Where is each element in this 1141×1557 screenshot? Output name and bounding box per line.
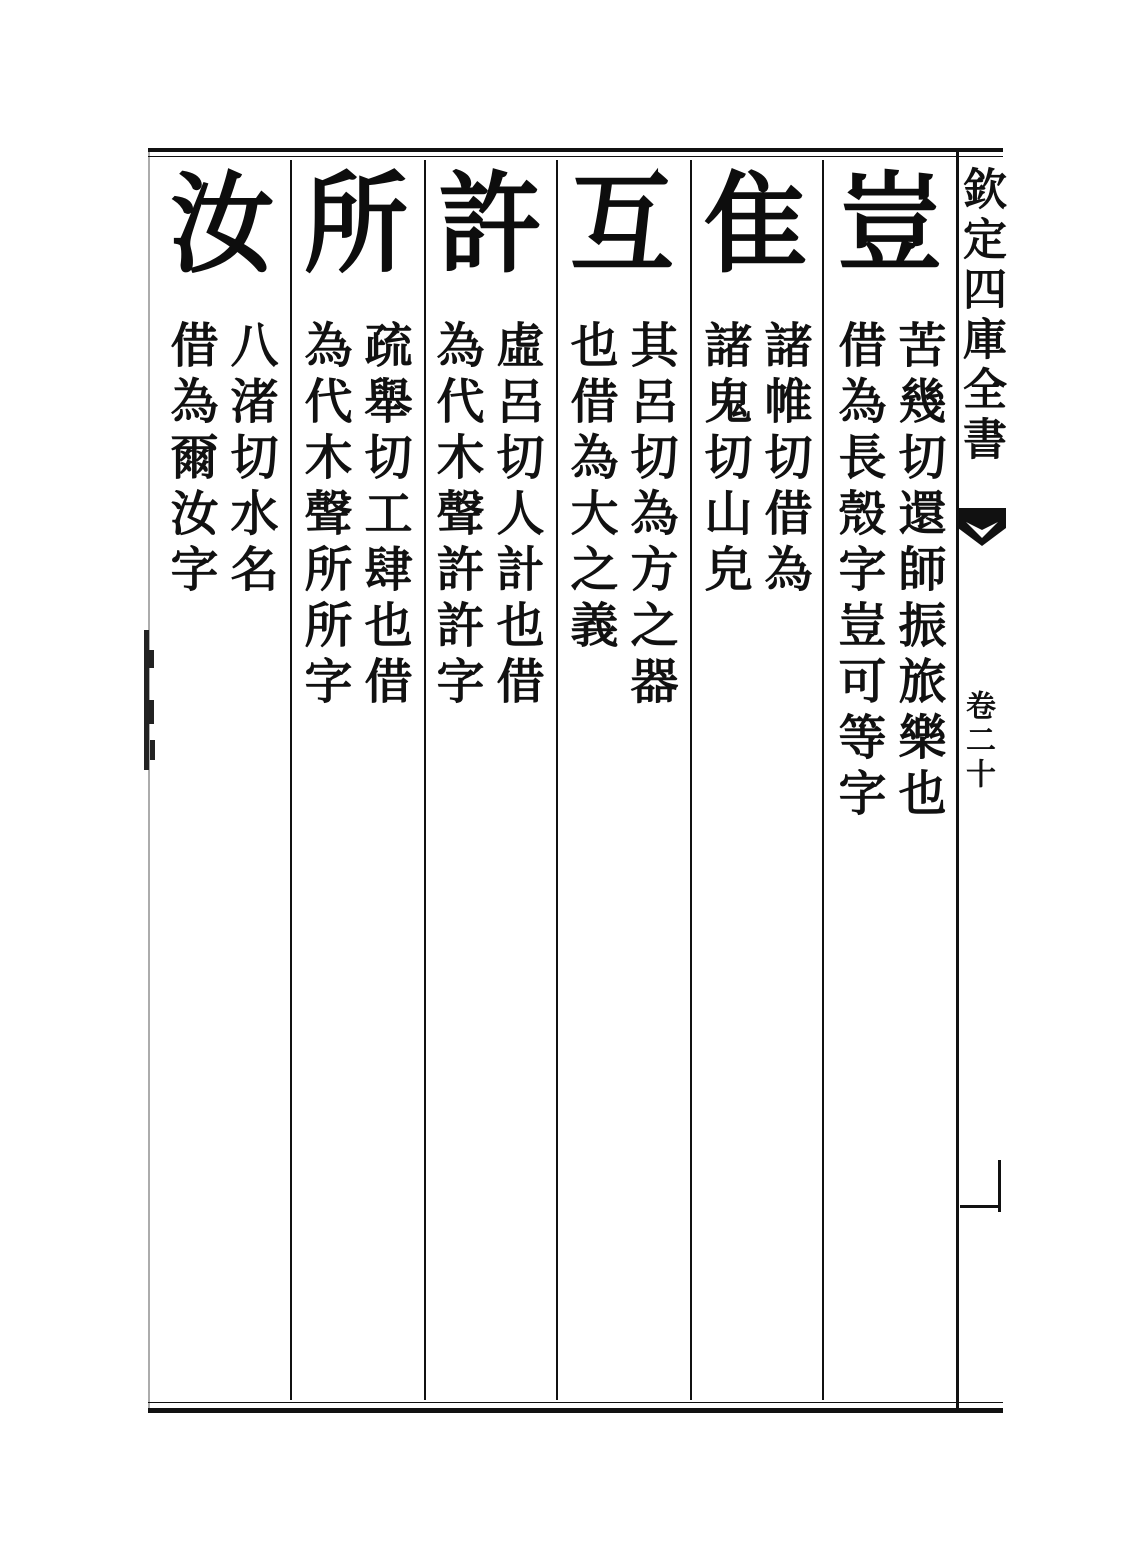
margin-lower-mark xyxy=(960,1205,1000,1208)
gloss-line: 諸鬼切山皃 xyxy=(696,320,752,600)
top-border-rule-thin xyxy=(148,156,1003,157)
seal-character: 隹 xyxy=(703,158,808,289)
gloss-line: 其呂切為方之器 xyxy=(622,320,678,712)
column-divider xyxy=(556,160,558,1400)
bottom-border-rule-thin xyxy=(148,1402,1003,1403)
gloss-line: 借為長殼字豈可等字 xyxy=(830,320,886,824)
seal-character: 所 xyxy=(303,158,408,289)
gloss-line: 八渚切水名 xyxy=(222,320,278,600)
gloss-line: 虛呂切人計也借 xyxy=(488,320,544,712)
bottom-border-rule xyxy=(148,1408,1003,1413)
margin-lower-mark xyxy=(998,1160,1001,1212)
column-divider xyxy=(424,160,426,1400)
gloss-line: 為代木聲許許字 xyxy=(428,320,484,712)
top-border-rule xyxy=(148,148,1003,152)
left-border-rule xyxy=(148,148,150,1410)
column-divider xyxy=(690,160,692,1400)
seal-character: 汝 xyxy=(169,158,274,289)
gloss-line: 苦幾切還師振旅樂也 xyxy=(890,320,946,824)
column-divider xyxy=(290,160,292,1400)
seal-character: 豈 xyxy=(837,158,942,289)
seal-character: 許 xyxy=(437,158,542,289)
seal-character: 互 xyxy=(569,158,674,289)
gloss-line: 借為爾汝字 xyxy=(162,320,218,600)
gloss-line: 疏舉切工肆也借 xyxy=(356,320,412,712)
fishtail-mark-icon xyxy=(958,508,1006,548)
gloss-line: 也借為大之義 xyxy=(562,320,618,656)
margin-book-title: 欽定四庫全書 xyxy=(955,166,1006,466)
gloss-line: 為代木聲所所字 xyxy=(296,320,352,712)
margin-juan-number: 卷二十 xyxy=(960,690,995,792)
column-divider xyxy=(822,160,824,1400)
scan-artifact-marks xyxy=(138,630,162,770)
gloss-line: 諸帷切借為 xyxy=(756,320,812,600)
